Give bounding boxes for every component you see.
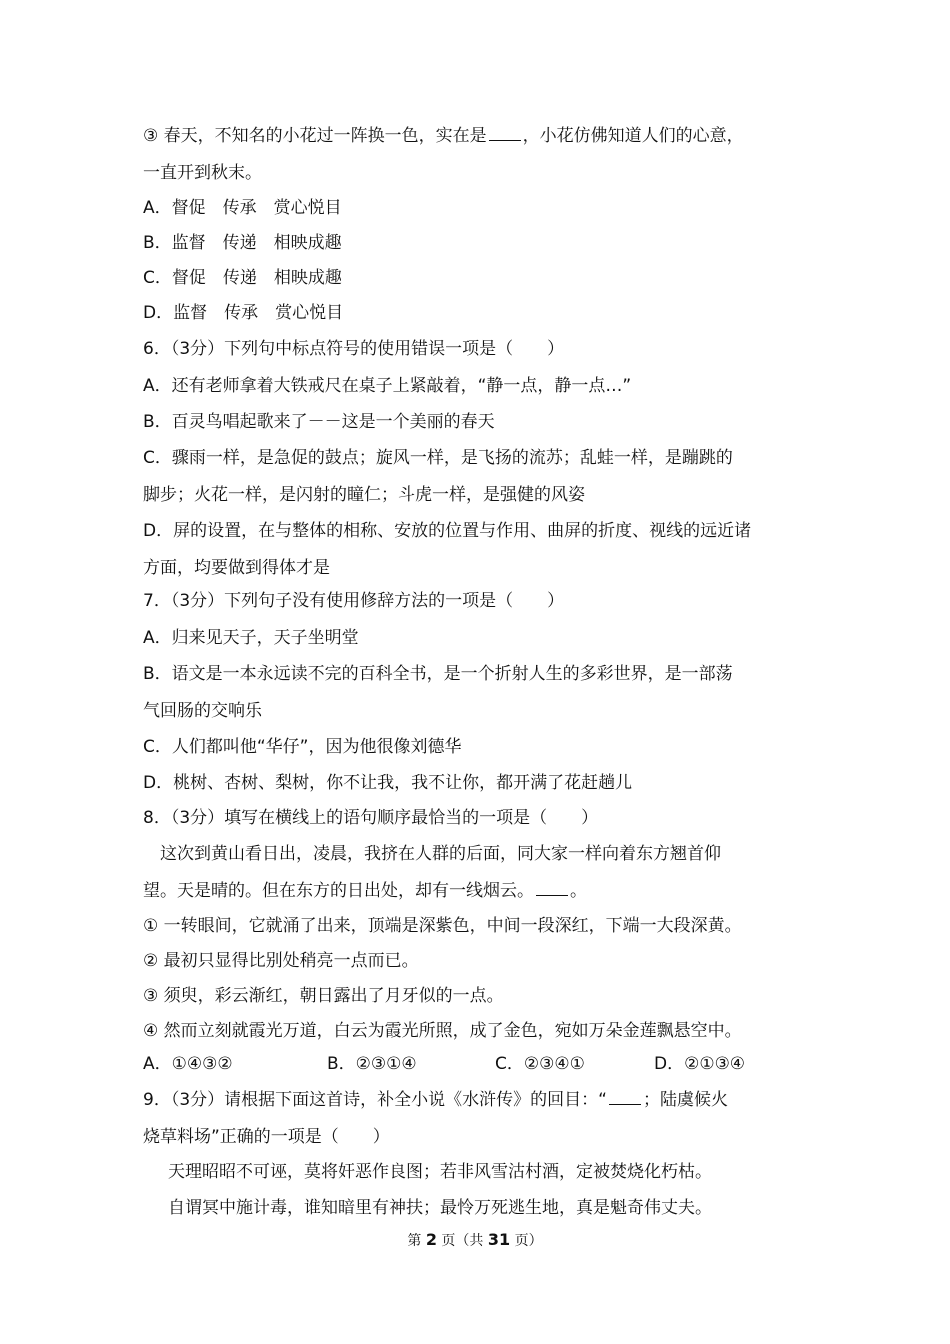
- q5-option-d: D．监督 传承 赏心悦目: [143, 303, 344, 323]
- q5-option-c: C．督促 传递 相映成趣: [143, 268, 342, 288]
- q9-stem-line-2: 烧草料场”正确的一项是（ ）: [143, 1127, 390, 1147]
- q8-option-a: A．①④③②: [143, 1054, 233, 1074]
- q7-stem: 7．（3分）下列句子没有使用修辞方法的一项是（ ）: [143, 591, 565, 611]
- q6-option-d-line-2: 方面，均要做到得体才是: [143, 558, 330, 578]
- q8-passage-line-2: 望。天是晴的。但在东方的日出处，却有一线烟云。 。: [143, 881, 587, 901]
- q7-option-b-line-1: B．语文是一本永远读不完的百科全书，是一个折射人生的多彩世界，是一部荡: [143, 664, 733, 684]
- answer-blank: [489, 124, 521, 141]
- answer-blank: [609, 1088, 641, 1105]
- q8-sentence-4: ④ 然而立刻就霞光万道，白云为霞光所照，成了金色，宛如万朵金莲飘悬空中。: [143, 1021, 742, 1041]
- q5-sentence-3-line-2: 一直开到秋末。: [143, 163, 262, 183]
- q7-option-a: A．归来见天子，天子坐明堂: [143, 628, 359, 648]
- q6-option-c-line-2: 脚步；火花一样，是闪射的瞳仁；斗虎一样，是强健的风姿: [143, 485, 585, 505]
- q8-sentence-1: ① 一转眼间，它就涌了出来，顶端是深紫色，中间一段深红，下端一大段深黄。: [143, 916, 742, 936]
- answer-blank: [536, 879, 568, 896]
- page-footer: 第 2 页（共 31 页）: [407, 1230, 543, 1249]
- q8-option-b: B．②③①④: [327, 1054, 417, 1074]
- q8-sentence-2: ② 最初只显得比别处稍亮一点而已。: [143, 951, 419, 971]
- q9-poem-line-2: 自谓冥中施计毒，谁知暗里有神扶；最怜万死逃生地，真是魁奇伟丈夫。: [168, 1198, 712, 1218]
- q7-option-d: D．桃树、杏树、梨树，你不让我，我不让你，都开满了花赶趟儿: [143, 773, 633, 793]
- q5-sentence-3-line-1: ③ 春天，不知名的小花过一阵换一色，实在是 ，小花仿佛知道人们的心意，: [143, 126, 744, 146]
- q9-poem-line-1: 天理昭昭不可诬，莫将奸恶作良图；若非风雪沽村酒，定被焚烧化朽枯。: [168, 1162, 712, 1182]
- q6-option-d-line-1: D．屏的设置，在与整体的相称、安放的位置与作用、曲屏的折度、视线的远近诸: [143, 521, 752, 541]
- q6-option-b: B．百灵鸟唱起歌来了－－这是一个美丽的春天: [143, 412, 495, 432]
- q6-option-a: A．还有老师拿着大铁戒尺在桌子上紧敲着，“静一点，静一点…”: [143, 376, 632, 396]
- q5-option-a: A．督促 传承 赏心悦目: [143, 198, 342, 218]
- q6-option-c-line-1: C．骤雨一样，是急促的鼓点；旋风一样，是飞扬的流苏；乱蛙一样，是蹦跳的: [143, 448, 733, 468]
- q8-sentence-3: ③ 须臾，彩云渐红，朝日露出了月牙似的一点。: [143, 986, 504, 1006]
- q7-option-b-line-2: 气回肠的交响乐: [143, 701, 262, 721]
- q6-stem: 6．（3分）下列句中标点符号的使用错误一项是（ ）: [143, 339, 565, 359]
- q8-option-d: D．②①③④: [654, 1054, 746, 1074]
- q7-option-c: C．人们都叫他“华仔”，因为他很像刘德华: [143, 737, 462, 757]
- q8-passage-line-1: 这次到黄山看日出，凌晨，我挤在人群的后面，同大家一样向着东方翘首仰: [160, 844, 721, 864]
- q8-stem: 8．（3分）填写在横线上的语句顺序最恰当的一项是（ ）: [143, 808, 599, 828]
- q5-option-b: B．监督 传递 相映成趣: [143, 233, 342, 253]
- q8-option-c: C．②③④①: [495, 1054, 585, 1074]
- q9-stem-line-1: 9．（3分）请根据下面这首诗，补全小说《水浒传》的回目：“ ；陆虞候火: [143, 1090, 728, 1110]
